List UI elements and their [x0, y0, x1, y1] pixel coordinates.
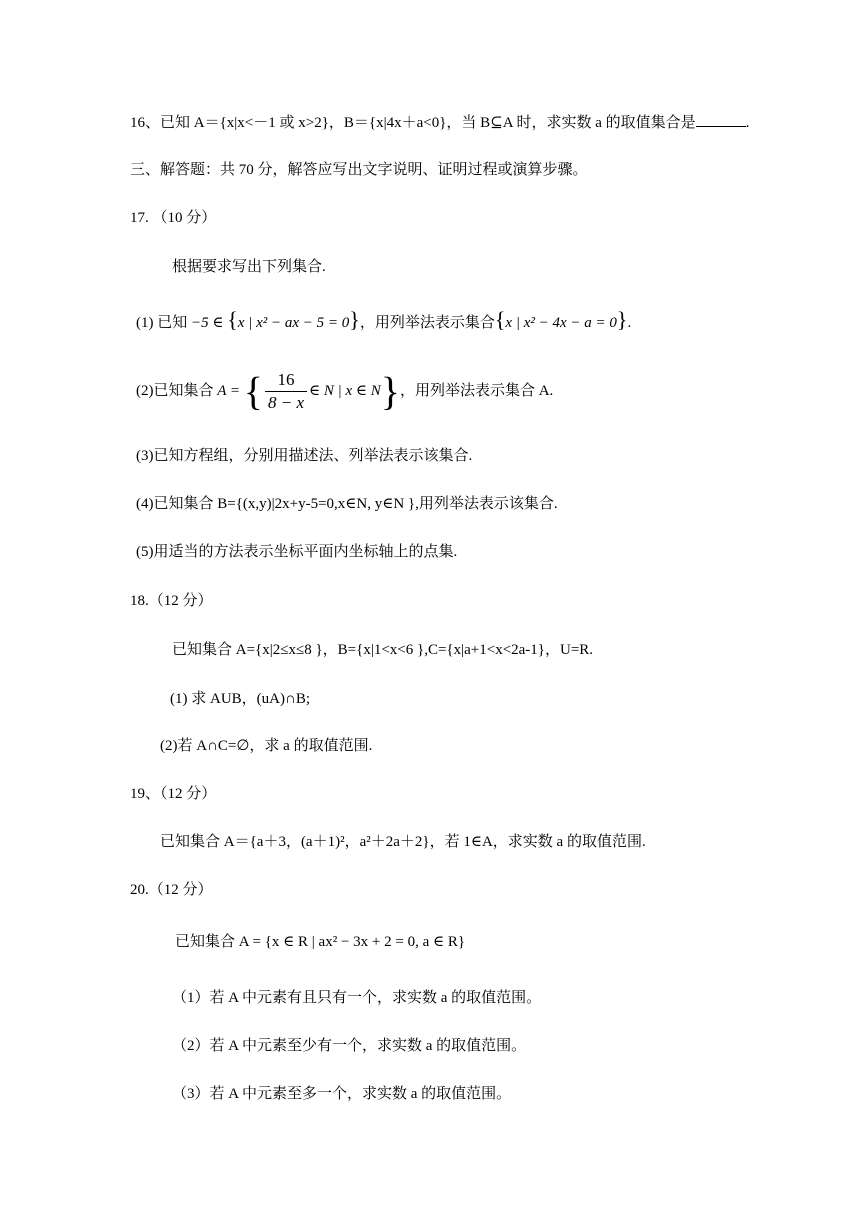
question-20-given-prefix: 已知集合	[175, 934, 239, 950]
part-1-set-1: x | x² − ax − 5 = 0	[237, 315, 350, 331]
question-16-text: 16、已知 A＝{x|x<－1 或 x>2}，B＝{x|4x＋a<0}，当 B⊆A 时，求实数 a 的取值集合是	[130, 115, 696, 131]
question-20-part-2: （2）若 A 中元素至少有一个，求实数 a 的取值范围。	[172, 1038, 527, 1054]
question-17-header: 17. （10 分）	[130, 210, 217, 226]
question-17-part-5: (5)用适当的方法表示坐标平面内坐标轴上的点集.	[136, 544, 458, 560]
question-17-part-1	[136, 307, 632, 333]
open-brace: {	[243, 368, 263, 414]
open-brace: {	[227, 307, 238, 332]
section-3-heading: 三、解答题：共 70 分，解答应写出文字说明、证明过程或演算步骤。	[130, 162, 588, 178]
part-1-mid: ，用列举法表示集合	[359, 315, 495, 331]
fraction-denominator: 8 − x	[265, 391, 307, 414]
open-brace: {	[494, 307, 506, 332]
question-18-part-1: (1) 求 AUB，(uA)∩B;	[170, 691, 310, 707]
question-18-given: 已知集合 A={x|2≤x≤8 }，B={x|1<x<6 },C={x|a+1<x<2a-1}，U=R.	[172, 642, 594, 658]
answer-blank	[696, 112, 746, 127]
close-brace: }	[616, 307, 628, 332]
question-19-given: 已知集合 A＝{a＋3，(a＋1)²，a²＋2a＋2}，若 1∈A，求实数 a 的取值范围.	[160, 834, 646, 850]
part-1-end: .	[627, 315, 632, 331]
part-2-prefix: (2)已知集合	[136, 383, 218, 399]
question-18-header: 18.（12 分）	[130, 593, 213, 609]
question-16	[130, 112, 749, 133]
fraction-numerator: 16	[277, 370, 295, 390]
part-1-set-2: x | x² − 4x − a = 0	[505, 315, 617, 331]
question-17-part-3: (3)已知方程组，分别用描述法、列举法表示该集合.	[136, 448, 473, 464]
question-18-part-2: (2)若 A∩C=∅，求 a 的取值范围.	[160, 738, 373, 754]
close-brace: }	[349, 307, 360, 332]
fraction	[265, 369, 307, 414]
question-17-part-4: (4)已知集合 B={(x,y)|2x+y-5=0,x∈N, y∈N },用列举法表示该集合.	[136, 496, 558, 512]
question-20-header: 20.（12 分）	[130, 882, 213, 898]
question-16-tail: .	[745, 115, 750, 131]
question-19-header: 19、（12 分）	[130, 786, 217, 802]
question-20-part-1: （1）若 A 中元素有且只有一个，求实数 a 的取值范围。	[172, 990, 542, 1006]
part-1-prefix: (1) 已知	[136, 315, 188, 331]
question-17-part-2	[136, 366, 553, 416]
part-1-expr: −5 ∈	[191, 315, 228, 331]
question-20-set: A = {x ∈ R | ax² − 3x + 2 = 0, a ∈ R}	[238, 934, 466, 950]
part-2-condition: ∈ N | x ∈ N	[309, 383, 381, 399]
question-17-intro: 根据要求写出下列集合.	[172, 259, 326, 275]
part-2-lhs: A =	[217, 383, 244, 399]
question-20-given	[175, 932, 465, 952]
close-brace: }	[380, 368, 400, 414]
part-2-suffix: ，用列举法表示集合 A.	[399, 383, 554, 399]
question-20-part-3: （3）若 A 中元素至多一个，求实数 a 的取值范围。	[172, 1086, 512, 1102]
